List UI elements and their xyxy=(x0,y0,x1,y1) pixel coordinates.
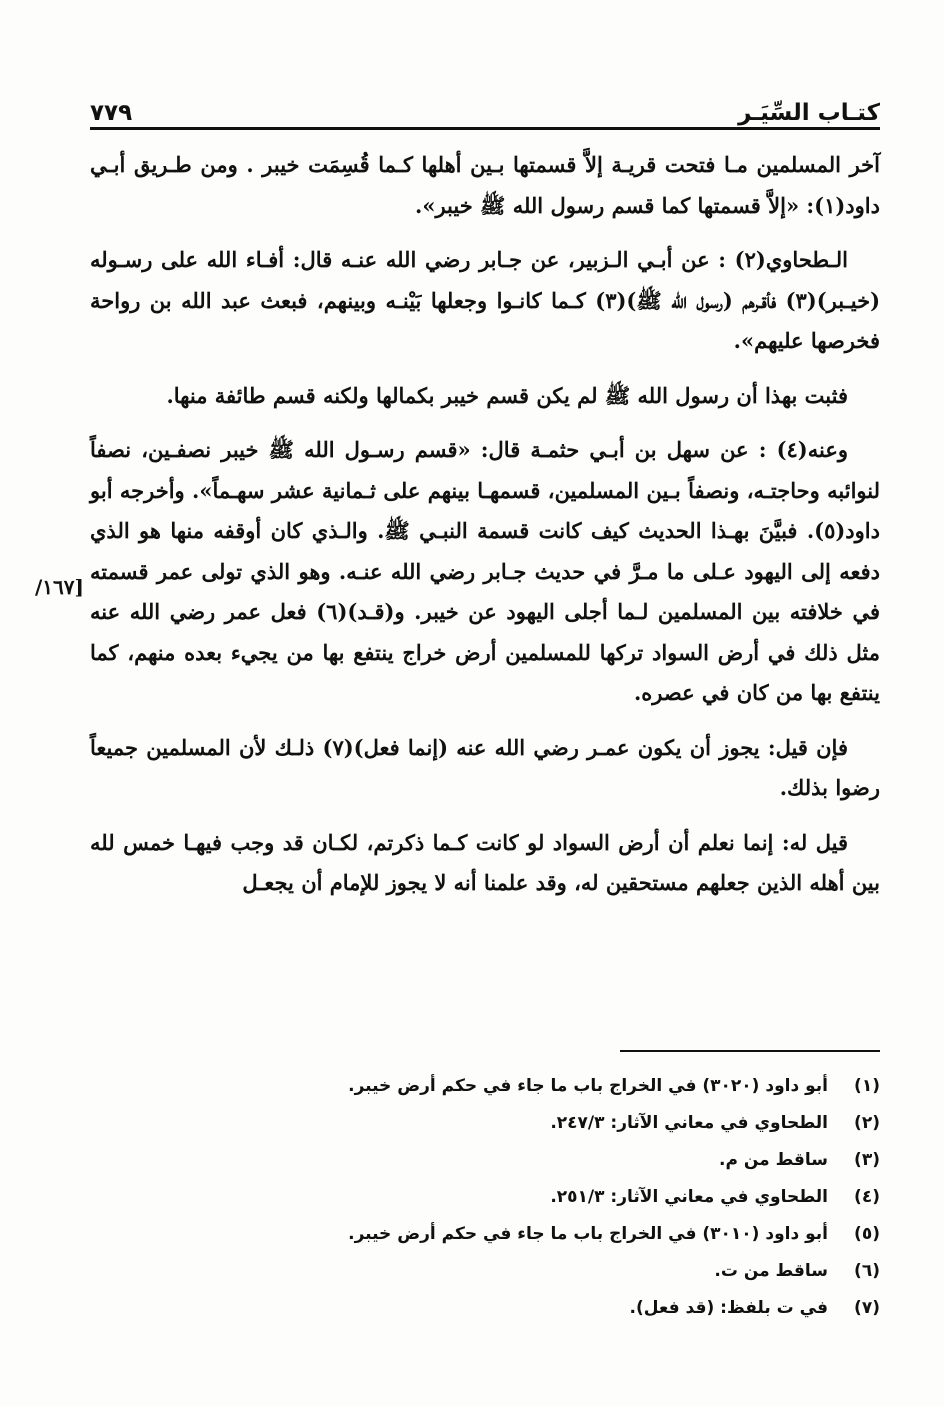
footnote-text: الطحاوي في معاني الآثار: ٢٤٧/٣. xyxy=(550,1113,828,1133)
main-text xyxy=(90,145,880,918)
paragraph-6: قيل له: إنما نعلم أن أرض السواد لو كانت كـما ذكرتم، لكـان قد وجب فيهـا خمس لله بين أهله الذين جعلهم مستحقين له، وقد علمنا أنه لا يجوز للإمام أن يجعـل xyxy=(90,829,880,895)
footnote-item xyxy=(90,1105,880,1142)
footnote-number: (٧) xyxy=(854,1298,880,1318)
footnote-number: (٢) xyxy=(854,1113,880,1133)
footnote-number: (٤) xyxy=(854,1187,880,1207)
footnote-item xyxy=(90,1179,880,1216)
footnote-number: (٥) xyxy=(854,1224,880,1244)
footnote-rule xyxy=(620,1050,880,1052)
header-rule xyxy=(90,127,880,130)
footnote-number: (٦) xyxy=(854,1261,880,1281)
footnote-item xyxy=(90,1216,880,1253)
paragraph-4: وعنه(٤) : عن سهل بن أبـي حثمـة قال: «قسم رسـول الله ﷺ خيبر نصفـين، نصفاً لنوائبه وحاجتـه، ونصفاً بـين المسلمين، قسمهـا بينهم على ثـمانية عشر سهـماً». وأخرجه أبو داود(٥). فبيَّنَ بهـذا الحديث كيف كانت قسمة النبـي ﷺ. والـذي كان أوقفه منها هو الذي دفعه إلى اليهود عـلى ما مـرَّ في حديث جـابر رضي الله عنـه. وهو الذي تولى عمر قسمته في خلافته بين المسلمين لـما أجلى اليهود عن خيبر. و(قـد)(٦) فعل عمر رضي الله عنه مثل ذلك في أرض السواد تركها للمسلمين أرض خراج ينتفع بها من يجيء بعده منهم، كما ينتفع بها من كان في عصره. xyxy=(90,437,880,705)
footnote-text: أبو داود (٣٠٢٠) في الخراج باب ما جاء في حكم أرض خيبر. xyxy=(348,1076,828,1096)
paragraph-3: فثبت بهذا أن رسول الله ﷺ لم يكن قسم خيبر بكمالها ولكنه قسم طائفة منها. xyxy=(166,382,848,408)
page-number: ٧٧٩ xyxy=(90,100,133,126)
paragraph-2: الـطحاوي(٢) : عن أبـي الـزبير، عن جـابر رضي الله عنـه قال: أفـاء الله على رسـوله (خيـبر)(٣) فأقـرهم (رسول الله ﷺ)(٣) كـما كانـوا وجعلها بَيْنـه وبينهم، فبعث عبد الله بن رواحة فخرصها عليهم». xyxy=(90,247,880,353)
margin-page-reference: [١٦٧/ xyxy=(34,575,84,599)
footnote-item xyxy=(90,1290,880,1327)
footnote-number: (١) xyxy=(854,1076,880,1096)
page-header xyxy=(90,86,880,126)
footnote-item xyxy=(90,1068,880,1105)
footnote-item xyxy=(90,1142,880,1179)
footnote-text: ساقط من ت. xyxy=(714,1261,828,1281)
footnote-text: في ت بلفظ: (قد فعل). xyxy=(629,1298,828,1318)
paragraph-1: آخر المسلمين مـا فتحت قريـة إلاَّ قسمتها بـين أهلها كـما قُسِمَت خيبر . ومن طـريق أبـي داود(١): «إلاَّ قسمتها كما قسم رسول الله ﷺ خيبر». xyxy=(90,152,880,218)
footnotes xyxy=(90,1068,880,1327)
paragraph-5: فإن قيل: يجوز أن يكون عمـر رضي الله عنه (إنما فعل)(٧) ذلـك لأن المسلمين جميعاً رضوا بذلك. xyxy=(90,734,880,800)
footnote-text: الطحاوي في معاني الآثار: ٢٥١/٣. xyxy=(550,1187,828,1207)
footnote-number: (٣) xyxy=(854,1150,880,1170)
book-title: كتـاب السِّيَـر xyxy=(738,100,880,126)
footnote-text: أبو داود (٣٠١٠) في الخراج باب ما جاء في حكم أرض خيبر. xyxy=(348,1224,828,1244)
footnote-item xyxy=(90,1253,880,1290)
footnote-text: ساقط من م. xyxy=(718,1150,828,1170)
